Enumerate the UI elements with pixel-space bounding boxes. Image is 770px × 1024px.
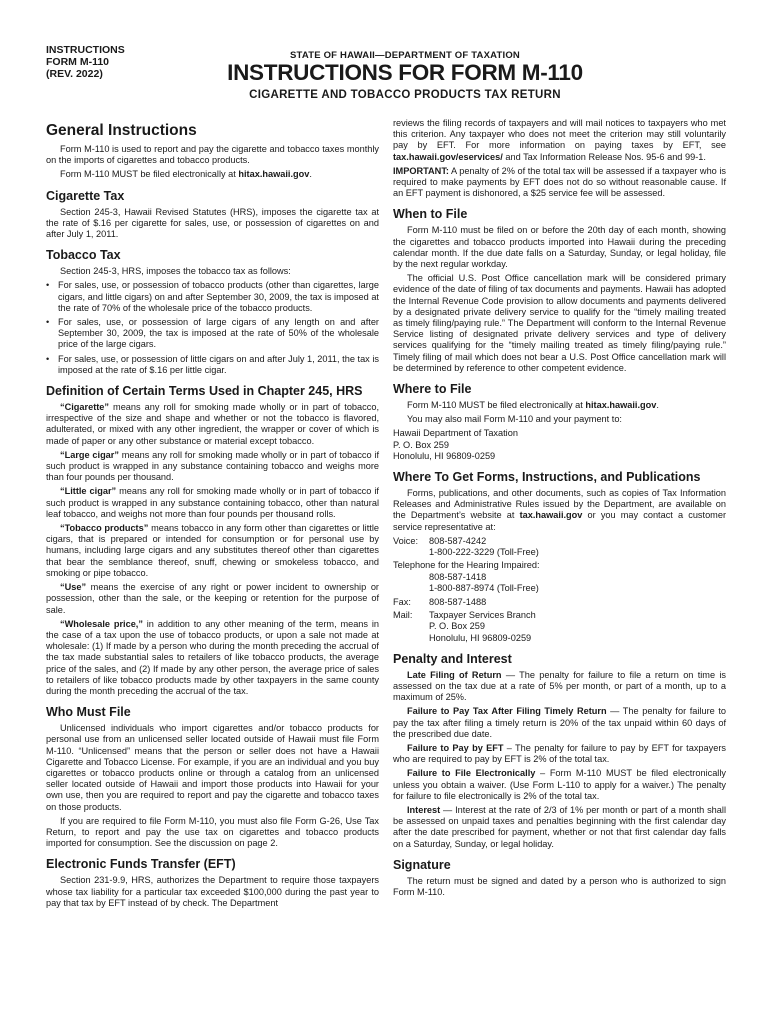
page-subtitle: CIGARETTE AND TOBACCO PRODUCTS TAX RETURN <box>249 89 561 101</box>
document-header <box>0 0 770 110</box>
definition-term: “Little cigar” <box>60 486 117 497</box>
section-heading-get-forms: Where To Get Forms, Instructions, and Publications <box>393 470 701 485</box>
address-line: Hawaii Department of Taxation <box>393 428 518 439</box>
list-item: • For sales, use, or possession of large cigars of any length on and after September 30, 2009, the tax is imposed at the rate of 50% of the wholesale price of the large cigars. <box>46 317 379 351</box>
address-line: Taxpayer Services Branch <box>429 610 536 621</box>
definition-text: means tobacco in any form other than cigarettes or little cigars, that is prepared or intended for consumption or for personal use by humans, including large cigars and any substitutes thereof other than cigarettes that bear the semblance thereof, snuff, chewing or smokeless tobacco, and smoking or pipe tobacco. <box>46 523 379 578</box>
text: and Tax Information Release Nos. 95-6 and 99-1. <box>502 151 706 162</box>
penalty-term: Failure to Pay by EFT <box>407 742 504 753</box>
get-forms-paragraph <box>393 488 726 533</box>
text: or you may contact a customer service representative at: <box>393 510 727 532</box>
section-heading-signature: Signature <box>393 857 451 872</box>
phone-number: 1-800-222-3229 (Toll-Free) <box>429 547 539 558</box>
eft-paragraph-continued <box>393 118 726 163</box>
definition-item <box>46 619 379 697</box>
website-link-text: tax.hawaii.gov/eservices/ <box>393 151 503 162</box>
eft-paragraph: Section 231-9.9, HRS, authorizes the Department to require those taxpayers whose tax liability for a particular tax exceeded $100,000 during the past year to pay that tax by EFT instead of by check. The Department <box>46 875 379 908</box>
contact-label: Telephone for the Hearing Impaired: <box>393 560 540 571</box>
right-column <box>393 118 726 901</box>
definition-text: means any roll for smoking made wholly or in part of tobacco if such product is wrapped in any substance containing tobacco and weighs more than four pounds per thousand. <box>46 449 380 483</box>
who-must-file-paragraph: If you are required to file Form M-110, you must also file Form G-26, Use Tax Return, to report and pay the use tax on cigarettes and tobacco products imported for consumption. See the discussion on page 2. <box>46 815 379 849</box>
contact-fax <box>393 597 726 608</box>
signature-paragraph: The return must be signed and dated by a person who is authorized to sign Form M-110. <box>393 875 726 897</box>
tobacco-tax-list <box>46 280 379 376</box>
contact-mail <box>393 610 726 644</box>
definition-item <box>46 450 379 484</box>
definition-term: “Tobacco products” <box>60 523 149 534</box>
form-identifier-line: (REV. 2022) <box>46 68 103 80</box>
list-item: • For sales, use, or possession of little cigars on and after July 1, 2011, the tax is imposed at the rate of $.16 per little cigar. <box>46 354 379 376</box>
definition-term: “Cigarette” <box>60 402 110 413</box>
form-identifier-line: FORM M-110 <box>46 56 110 68</box>
address-line: P. O. Box 259 <box>393 439 450 450</box>
definition-text: in addition to any other meaning of the term, means in the case of a tax upon the use of tobacco products, or upon a sale not made at wholesale: (1) If made by a person who during the month preceding the accrual of the tax made substantial sales to retailers of like tobacco products, the average price of the sales, and (2) If made by any other person, the average price of sales to retailers of like tobacco products made by other taxpayers in the same county during the month preceding the accrual of the tax. <box>46 618 379 696</box>
page-title: INSTRUCTIONS FOR FORM M-110 <box>227 60 583 85</box>
section-heading-general: General Instructions <box>46 122 197 139</box>
text: reviews the filing records of taxpayers and will mail notices to taxpayers who met this criterion. Any taxpayer who does not meet the criterion may still voluntarily pay by EFT. For more information on paying taxes by EFT, see <box>393 118 726 151</box>
section-heading-when-to-file: When to File <box>393 207 468 222</box>
section-heading-penalty: Penalty and Interest <box>393 651 512 666</box>
contact-value <box>393 572 726 594</box>
who-must-file-paragraph: Unlicensed individuals who import cigarettes and/or tobacco products for personal use from an unlicensed seller located outside of Hawaii must file Form M-110. “Unlicensed” means that the person or seller does not have a Hawaii Cigarette and Tobacco License. For example, if you are an individual and you buy cigarettes or tobacco products online or through a catalog from an unlicensed seller located outside of Hawaii and import those products into Hawaii for your own use, then you are required to report and pay the cigarette and tobacco taxes on those products. <box>46 723 379 812</box>
text: . <box>309 169 312 180</box>
section-heading-definitions: Definition of Certain Terms Used in Chapter 245, HRS <box>46 384 363 399</box>
penalty-item <box>393 768 726 802</box>
penalty-term: Interest <box>407 804 441 815</box>
contact-voice <box>393 536 726 558</box>
general-paragraph: Form M-110 is used to report and pay the cigarette and tobacco taxes monthly on the imports of cigarettes and tobacco products. <box>46 144 379 166</box>
title-block <box>160 50 650 101</box>
contact-label: Fax: <box>393 596 411 607</box>
penalty-item <box>393 743 726 765</box>
mailing-address <box>393 428 726 462</box>
text: . <box>656 400 659 411</box>
text: A penalty of 2% of the total tax will be assessed if a taxpayer who is required to make payments by EFT does not do so without reasonable cause. If an EFT payment is dishonored, a $25 service fee will be assessed. <box>393 165 726 199</box>
tobacco-tax-intro: Section 245-3, HRS, imposes the tobacco tax as follows: <box>60 266 291 277</box>
definition-item <box>46 486 379 520</box>
important-label: IMPORTANT: <box>393 165 449 176</box>
phone-number: 808-587-4242 <box>429 535 487 546</box>
section-heading-who-must-file: Who Must File <box>46 705 131 720</box>
section-heading-cigarette-tax: Cigarette Tax <box>46 188 125 203</box>
list-item: • For sales, use, or possession of tobacco products (other than cigarettes, large cigars, and little cigars) on and after September 30, 2009, the tax is imposed at the rate of 70% of the wholesale price of the tobacco products. <box>46 280 379 314</box>
when-to-file-paragraph: Form M-110 must be filed on or before the 20th day of each month, showing the cigarettes and tobacco products imported into Hawaii during the preceding calendar month. If the due date falls on a Saturday, Sunday, or legal holiday, file by the next regular workday. <box>393 225 726 270</box>
form-identifier <box>46 44 125 80</box>
general-efile-paragraph <box>46 169 379 180</box>
penalty-text: – The penalty for failure to pay by EFT for taxpayers who are required to pay by EFT is 2% of the total tax. <box>393 742 726 765</box>
contact-value <box>429 536 726 558</box>
definition-text: means the exercise of any right or power incident to ownership or possession, other than the sale, or the keeping or retention for the purpose of sale. <box>46 582 379 615</box>
website-link-text: tax.hawaii.gov <box>519 510 583 521</box>
penalty-term: Failure to Pay Tax After Filing Timely Return <box>407 706 607 717</box>
penalty-item <box>393 706 726 740</box>
section-heading-eft: Electronic Funds Transfer (EFT) <box>46 857 236 872</box>
penalty-text: – Form M-110 MUST be filed electronically unless you obtain a waiver. (Use Form L-110 to apply for a waiver.) The penalty for failure to file electronically is 2% of the total tax. <box>393 768 726 801</box>
where-to-file-paragraph: You may also mail Form M-110 and your payment to: <box>407 414 622 425</box>
website-link-text: hitax.hawaii.gov <box>238 169 310 180</box>
penalty-term: Late Filing of Return <box>407 669 502 680</box>
definition-item <box>46 582 379 616</box>
penalty-term: Failure to File Electronically <box>407 768 536 779</box>
website-link-text: hitax.hawaii.gov <box>585 400 657 411</box>
definition-text: means any roll for smoking made wholly or in part of tobacco, irrespective of the size and shape and whether or not the tobacco is flavored, adulterated, or mixed with any other ingredient, the wrapper or cover of which is made of paper or any other substance or material except tobacco. <box>46 402 379 446</box>
contact-label: Mail: <box>393 610 413 621</box>
form-identifier-line: INSTRUCTIONS <box>46 44 125 56</box>
penalty-item <box>393 805 726 850</box>
address-line: P. O. Box 259 <box>429 621 486 632</box>
text: Form M-110 MUST be filed electronically at <box>407 400 586 411</box>
text: Form M-110 MUST be filed electronically at <box>60 169 239 180</box>
definition-term: “Large cigar” <box>60 449 119 460</box>
address-line: Honolulu, HI 96809-0259 <box>393 450 496 461</box>
text: Forms, publications, and other documents, such as copies of Tax Information Releases and Administrative Rules issued by the Department, are available on the Department’s website at <box>393 488 726 521</box>
definition-text: means any roll for smoking made wholly or in part of tobacco if such product is wrapped in any substance containing tobacco, other than natural leaf tobacco, and weighs not more than four pounds per thousand rolls. <box>46 486 379 519</box>
phone-number: 1-800-887-8974 (Toll-Free) <box>429 582 539 593</box>
eft-important-paragraph <box>393 166 726 200</box>
fax-number: 808-587-1488 <box>429 596 487 607</box>
penalty-item <box>393 670 726 704</box>
when-to-file-paragraph: The official U.S. Post Office cancellation mark will be considered primary evidence of the date of filing of tax documents and payments. Hawaii has adopted the Internal Revenue Code provision to allow documents and payments delivered by a designated private delivery service to qualify for the “timely mailing treated as timely filing/paying rule.” The Department will conform to the Internal Revenue Service listing of designated private delivery services and type of delivery services qualifying for the “timely mailing treated as timely filing/paying rule.” Timely filing of mail which does not bear a U.S. Post Office cancellation mark will be determined by reference to other competent evidence. <box>393 273 727 373</box>
definition-term: “Use” <box>60 582 87 593</box>
definition-term: “Wholesale price,” <box>60 618 143 629</box>
definition-item <box>46 402 379 447</box>
contact-tty <box>393 560 726 594</box>
penalty-text: — Interest at the rate of 2/3 of 1% per month or part of a month shall be assessed on unpaid taxes and penalties beginning with the first calendar day after the date prescribed for payment, whether or not that first calendar day falls on a Saturday, Sunday, or legal holiday. <box>393 804 726 849</box>
contact-value <box>429 610 726 644</box>
address-line: Honolulu, HI 96809-0259 <box>429 632 532 643</box>
section-heading-tobacco-tax: Tobacco Tax <box>46 248 121 263</box>
where-to-file-paragraph <box>393 400 726 411</box>
agency-name: STATE OF HAWAII—DEPARTMENT OF TAXATION <box>290 50 520 61</box>
contact-info <box>393 536 726 644</box>
penalty-text: — The penalty for failure to file a return on time is assessed on the tax due at a rate of 5% per month, or part of a month, up to a maximum of 25%. <box>393 669 726 703</box>
cigarette-tax-paragraph: Section 245-3, Hawaii Revised Statutes (HRS), imposes the cigarette tax at the rate of $.16 per cigarette for sales, use, or possession of cigarettes on and after July 1, 2011. <box>46 206 379 240</box>
definition-item <box>46 523 379 579</box>
penalty-text: — The penalty for failure to pay the tax after filing a timely return is 20% of the tax unpaid within 60 days of the prescribed due date. <box>393 706 727 739</box>
contact-label: Voice: <box>393 535 419 546</box>
section-heading-where-to-file: Where to File <box>393 382 472 397</box>
left-column <box>46 118 379 912</box>
phone-number: 808-587-1418 <box>429 571 487 582</box>
